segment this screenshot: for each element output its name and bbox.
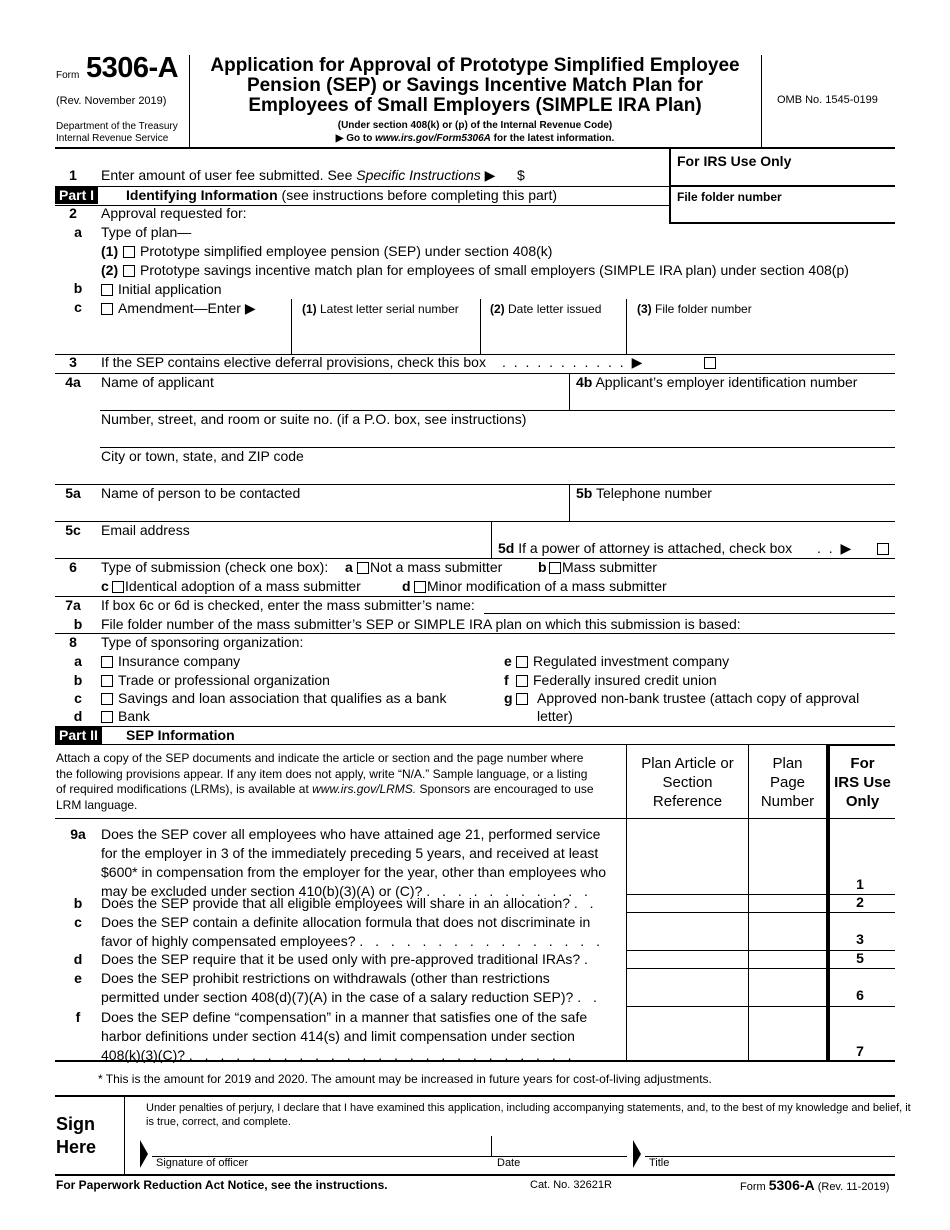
line-8c-letter: c: [74, 690, 82, 706]
contact-name-field[interactable]: [100, 503, 568, 520]
non-bank-trustee-label: Approved non-bank trustee (attach copy of approval: [537, 690, 860, 706]
initial-application-checkbox[interactable]: [101, 284, 113, 296]
irs-code-6: 6: [856, 987, 864, 1003]
form-title: Application for Approval of Prototype Simplified Employee Pension (SEP) or Savings Incentive Match Plan for Employees of Small Employers (SIMPLE IRA Plan): [210, 55, 740, 116]
savings-loan-checkbox[interactable]: [101, 693, 113, 705]
revision-date: (Rev. November 2019): [56, 95, 167, 107]
email-field[interactable]: [100, 540, 490, 557]
irs-use-only-title: For IRS Use Only: [677, 153, 792, 169]
9a-page-field[interactable]: [749, 819, 826, 894]
sep-checkbox[interactable]: [123, 246, 135, 258]
date-field[interactable]: [493, 1136, 627, 1156]
9d-article-field[interactable]: [627, 951, 748, 967]
line-6a-letter: a: [345, 559, 353, 575]
street-label: Number, street, and room or suite no. (if a P.O. box, see instructions): [101, 411, 527, 427]
irs-code-1: 1: [856, 876, 864, 892]
footnote: * This is the amount for 2019 and 2020. The amount may be increased in future years for cost-of-living adjustments.: [98, 1072, 712, 1086]
form-subtitle: (Under section 408(k) or (p) of the Internal Revenue Code): [337, 120, 613, 131]
file-folder-number-label: File folder number: [677, 190, 782, 204]
irs-code-3: 3: [856, 931, 864, 947]
part-2-tag: Part II: [55, 727, 102, 744]
9a-article-field[interactable]: [627, 819, 748, 894]
line-9e-letter: e: [74, 970, 82, 986]
line-8b-letter: b: [73, 672, 83, 688]
line-2c-letter: c: [74, 299, 82, 315]
minor-modification-label: Minor modification of a mass submitter: [427, 578, 667, 594]
question-9a: Does the SEP cover all employees who have attained age 21, performed service for the employer in 3 of the immediately preceding 5 years, and received at least $600* in compensation from the employer for the year, other than employees who may be excluded under section 410(b)(3)(A) or (C)? . . . . . . . . . . .: [101, 826, 607, 899]
minor-modification-checkbox[interactable]: [414, 581, 426, 593]
9f-article-field[interactable]: [627, 1007, 748, 1060]
line-3-label: If the SEP contains elective deferral provisions, check this box: [101, 354, 486, 370]
elective-deferral-checkbox[interactable]: [704, 357, 716, 369]
power-of-attorney-checkbox[interactable]: [877, 543, 889, 555]
mass-submitter-folder-label: File folder number of the mass submitter’s SEP or SIMPLE IRA plan on which this submission is based:: [101, 616, 741, 632]
line-9f-letter: f: [75, 1009, 81, 1025]
line-8g-letter: g: [504, 690, 513, 706]
contact-name-label: Name of person to be contacted: [101, 485, 301, 501]
amendment-checkbox[interactable]: [101, 303, 113, 315]
title-label: Title: [649, 1157, 670, 1169]
trade-organization-checkbox[interactable]: [101, 675, 113, 687]
file-folder-label: (3) File folder number: [637, 302, 752, 316]
insurance-company-checkbox[interactable]: [101, 656, 113, 668]
omb-number: OMB No. 1545-0199: [777, 94, 878, 106]
regulated-investment-label: Regulated investment company: [533, 653, 730, 669]
ein-label: 4b Applicant’s employer identification number: [576, 374, 858, 390]
part-1-title: Identifying Information (see instructions before completing this part): [126, 187, 558, 203]
form-website: ▶ Go to www.irs.gov/Form5306A for the latest information.: [335, 133, 615, 144]
credit-union-checkbox[interactable]: [516, 675, 528, 687]
insurance-company-label: Insurance company: [118, 653, 241, 669]
line-8d-letter: d: [73, 708, 83, 724]
simple-ira-checkbox[interactable]: [123, 265, 135, 277]
amendment-label: Amendment—Enter ▶: [118, 300, 256, 316]
line-6c-letter: c: [101, 578, 109, 594]
irs-code-7: 7: [856, 1043, 864, 1059]
title-arrow-icon: [633, 1140, 645, 1168]
mass-submitter-label: Mass submitter: [562, 559, 657, 575]
agency: Internal Revenue Service: [56, 133, 169, 144]
city-label: City or town, state, and ZIP code: [101, 448, 304, 464]
9b-article-field[interactable]: [627, 895, 748, 911]
dollar-sign: $: [517, 167, 525, 183]
line-2a-letter: a: [74, 224, 82, 240]
date-letter-field[interactable]: [481, 318, 625, 353]
line-5a-number: 5a: [65, 485, 81, 501]
line-6-number: 6: [69, 559, 77, 575]
line-2a-label: Type of plan—: [101, 224, 192, 240]
line-1-label: Enter amount of user fee submitted. See Specific Instructions ▶: [101, 167, 496, 183]
letter-serial-label: (1) Latest letter serial number: [302, 302, 459, 316]
mass-submitter-checkbox[interactable]: [549, 562, 561, 574]
letter-serial-field[interactable]: [292, 318, 479, 353]
form-word: Form: [56, 70, 80, 81]
mass-submitter-name-label: If box 6c or 6d is checked, enter the mass submitter’s name:: [101, 597, 475, 613]
line-7b-letter: b: [73, 616, 83, 632]
9e-article-field[interactable]: [627, 969, 748, 1005]
irs-use-header: For IRS Use Only: [834, 755, 891, 810]
line-8f-letter: f: [504, 672, 509, 688]
bank-label: Bank: [118, 708, 150, 724]
9b-page-field[interactable]: [749, 895, 826, 911]
bank-checkbox[interactable]: [101, 711, 113, 723]
sep-label: Prototype simplified employee pension (SEP) under section 408(k): [140, 243, 553, 259]
line-8-number: 8: [69, 634, 77, 650]
line-8a-letter: a: [74, 653, 82, 669]
sponsoring-organization-label: Type of sponsoring organization:: [101, 634, 304, 650]
9c-article-field[interactable]: [627, 913, 748, 949]
telephone-label: 5b Telephone number: [576, 485, 712, 501]
plan-page-header: Plan Page Number: [760, 755, 815, 810]
line-6b-letter: b: [538, 559, 547, 575]
date-label: Date: [497, 1157, 521, 1169]
question-9c: Does the SEP contain a definite allocation formula that does not discriminate in favor of highly compensated employees? . . . . . . . . . . . . . . . .: [101, 914, 604, 949]
identical-adoption-checkbox[interactable]: [112, 581, 124, 593]
signature-field[interactable]: [152, 1136, 490, 1156]
footer-form-id: Form 5306-A (Rev. 11-2019): [740, 1177, 890, 1193]
paperwork-notice: For Paperwork Reduction Act Notice, see the instructions.: [56, 1178, 388, 1192]
applicant-name-field[interactable]: [100, 392, 568, 409]
street-field[interactable]: [100, 429, 895, 446]
line-2a1-number: (1): [101, 243, 119, 259]
line-3-leader: . . . . . . . . . . . ▶: [502, 354, 645, 370]
telephone-field[interactable]: [570, 503, 895, 520]
part-2-instructions: Attach a copy of the SEP documents and indicate the article or section and the page number where the following provisions appear. If any item does not apply, write “N/A.” Sample language, or a listing of required modifications (LRMs), is available at www.irs.gov/LRMS. Sponsors are encouraged to use LRM language.: [56, 751, 594, 812]
question-9b: Does the SEP provide that all eligible employees will share in an allocation? . .: [101, 895, 598, 911]
power-of-attorney-leader: . . ▶: [817, 540, 854, 556]
line-1-number: 1: [69, 167, 77, 183]
9e-page-field[interactable]: [749, 969, 826, 1005]
line-3-number: 3: [69, 354, 77, 370]
mass-submitter-name-field[interactable]: [484, 596, 895, 614]
user-fee-field[interactable]: [530, 166, 666, 185]
signature-label: Signature of officer: [156, 1157, 249, 1169]
irs-code-2: 2: [856, 894, 864, 910]
ein-field[interactable]: [570, 392, 895, 409]
line-5c-number: 5c: [65, 522, 81, 538]
plan-article-header: Plan Article or Section Reference: [641, 755, 734, 810]
line-9b-letter: b: [73, 895, 83, 911]
catalog-number: Cat. No. 32621R: [530, 1179, 612, 1191]
line-2b-letter: b: [73, 280, 83, 296]
simple-ira-label: Prototype savings incentive match plan for employees of small employers (SIMPLE IRA plan) under section 408(p): [140, 262, 849, 278]
email-label: Email address: [101, 522, 190, 538]
line-8e-letter: e: [504, 653, 512, 669]
title-field[interactable]: [645, 1136, 895, 1156]
line-2-label: Approval requested for:: [101, 205, 247, 221]
9f-page-field[interactable]: [749, 1007, 826, 1060]
not-mass-submitter-checkbox[interactable]: [357, 562, 369, 574]
regulated-investment-checkbox[interactable]: [516, 656, 528, 668]
irs-code-5: 5: [856, 950, 864, 966]
city-field[interactable]: [100, 466, 895, 483]
non-bank-trustee-label-cont: letter): [537, 708, 573, 724]
savings-loan-label: Savings and loan association that qualifies as a bank: [118, 690, 447, 706]
power-of-attorney-label: 5d If a power of attorney is attached, check box: [498, 540, 793, 556]
line-7a-number: 7a: [65, 597, 81, 613]
credit-union-label: Federally insured credit union: [533, 672, 717, 688]
perjury-statement: Under penalties of perjury, I declare that I have examined this application, including accompanying statements, and, to the best of my knowledge and belief, it is true, correct, and complete.: [146, 1102, 911, 1128]
file-folder-field[interactable]: [627, 318, 895, 353]
date-letter-label: (2) Date letter issued: [490, 302, 602, 316]
line-6d-letter: d: [402, 578, 411, 594]
sign-here-label: Sign Here: [56, 1114, 97, 1157]
question-9d: Does the SEP require that it be used only with pre-approved traditional IRAs? .: [101, 951, 588, 967]
9d-page-field[interactable]: [749, 951, 826, 967]
9c-page-field[interactable]: [749, 913, 826, 949]
identical-adoption-label: Identical adoption of a mass submitter: [125, 578, 361, 594]
form-number: 5306-A: [86, 52, 179, 84]
applicant-name-label: Name of applicant: [101, 374, 214, 390]
line-9a-number: 9a: [70, 826, 86, 842]
non-bank-trustee-checkbox[interactable]: [516, 693, 528, 705]
line-2a2-number: (2): [101, 262, 119, 278]
line-2-number: 2: [69, 205, 77, 221]
line-4a-number: 4a: [65, 374, 81, 390]
initial-application-label: Initial application: [118, 281, 222, 297]
part-2-title: SEP Information: [126, 727, 235, 743]
department: Department of the Treasury: [56, 121, 178, 132]
not-mass-submitter-label: Not a mass submitter: [370, 559, 503, 575]
signature-arrow-icon: [140, 1140, 152, 1168]
submission-type-label: Type of submission (check one box):: [101, 559, 329, 575]
question-9e: Does the SEP prohibit restrictions on withdrawals (other than restrictions permitted under section 408(d)(7)(A) in the case of a salary reduction SEP)? . .: [101, 970, 601, 1005]
question-9f: Does the SEP define “compensation” in a manner that satisfies one of the safe harbor definitions under section 414(s) and limit compensation under section 408(k)(3)(C)? . . . . . . . . . . . . . . . . . . . . . . . . .: [101, 1009, 588, 1063]
line-9d-letter: d: [73, 951, 83, 967]
trade-organization-label: Trade or professional organization: [118, 672, 330, 688]
line-9c-letter: c: [74, 914, 82, 930]
part-1-tag: Part I: [55, 187, 98, 204]
